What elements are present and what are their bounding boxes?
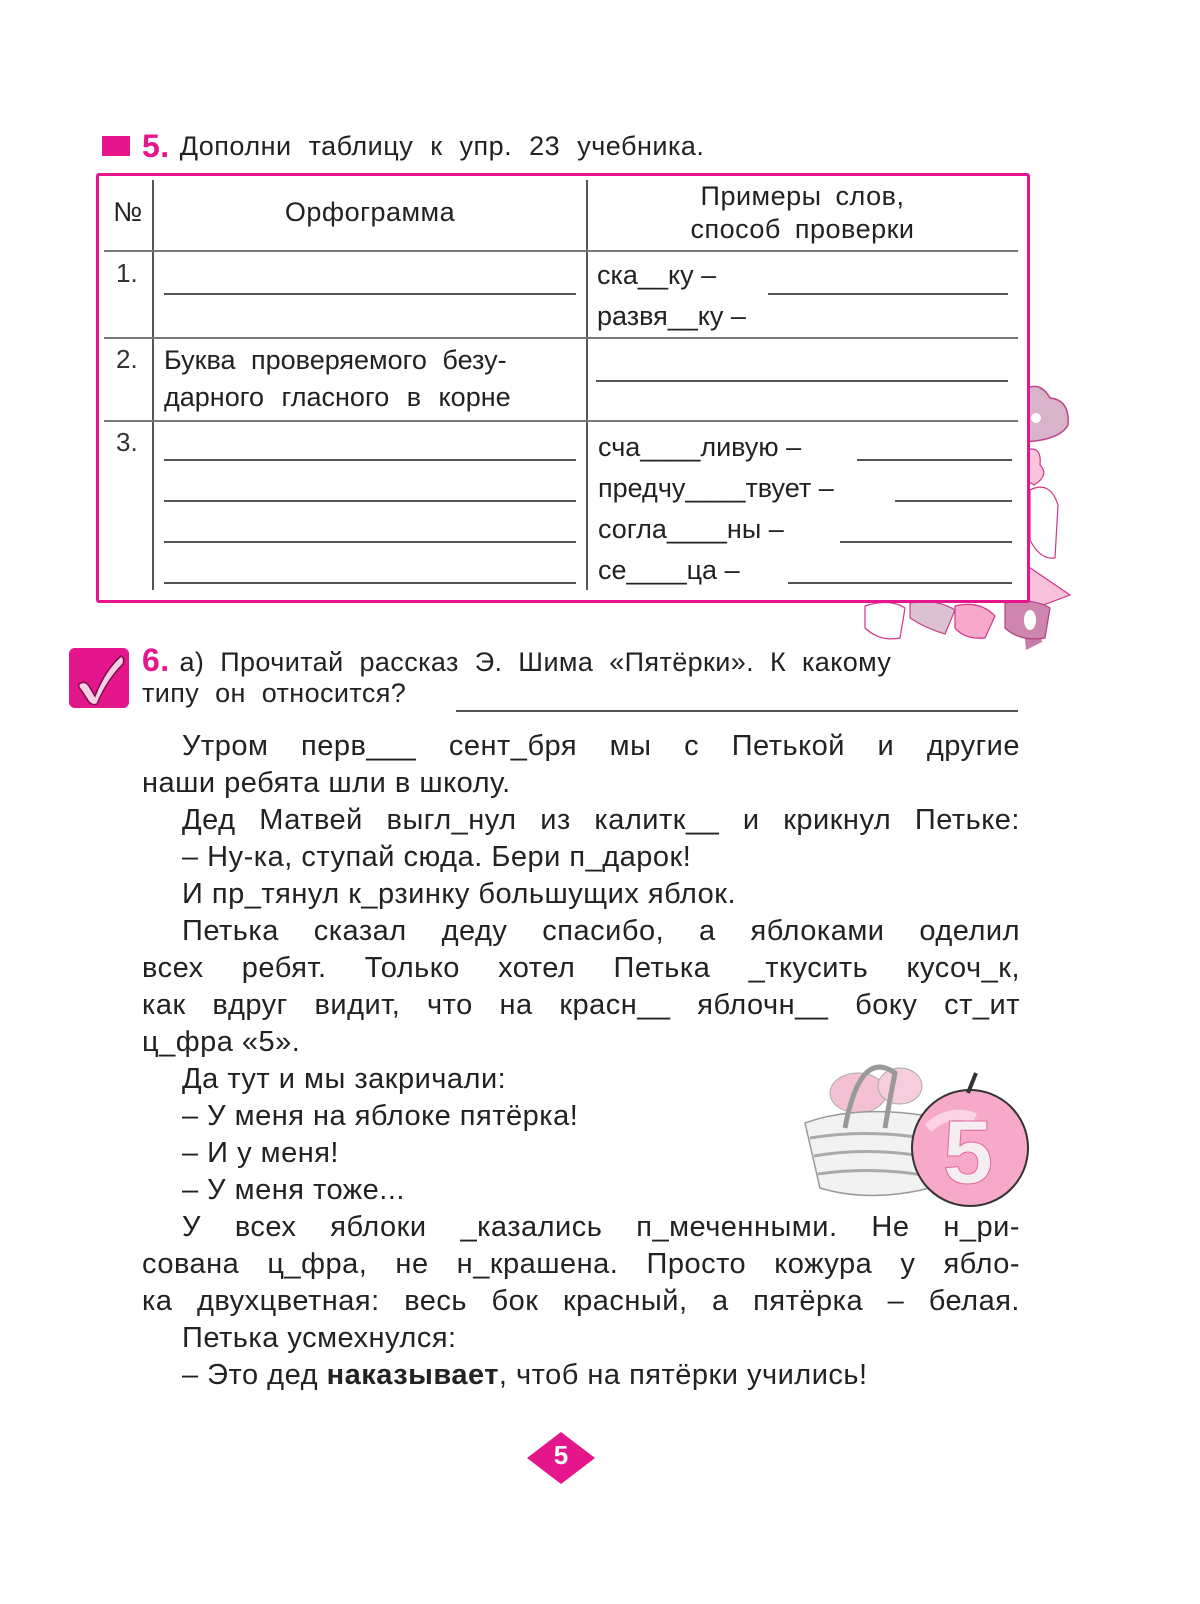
exercise-5-heading xyxy=(102,126,704,166)
row-divider xyxy=(104,250,1018,252)
example-word: сча____ливую – xyxy=(598,432,802,462)
exercise-instruction: Дополни таблицу к упр. 23 учебника. xyxy=(179,130,705,161)
apple-basket-illustration xyxy=(800,1048,1030,1208)
example-word: ска__ку – xyxy=(597,260,717,290)
text-fragment: – Это дед xyxy=(182,1359,327,1391)
story-line: ка двухцветная: весь бок красный, а пятёрка – белая. xyxy=(142,1285,1020,1317)
row-divider xyxy=(104,420,1018,422)
example-word: развя__ку – xyxy=(597,301,746,331)
svg-text:5: 5 xyxy=(942,1103,994,1203)
column-divider xyxy=(152,180,154,590)
write-in-line[interactable] xyxy=(840,541,1012,543)
write-in-line[interactable] xyxy=(164,541,576,543)
story-line: всех ребят. Только хотел Петька _ткусить кусоч_к, xyxy=(142,952,1020,984)
write-in-line[interactable] xyxy=(164,459,576,461)
story-line: наши ребята шли в школу. xyxy=(142,767,511,799)
write-in-line[interactable] xyxy=(768,293,1008,295)
example-word: согла____ны – xyxy=(598,514,784,544)
row-number: 3. xyxy=(116,427,138,457)
story-line: У всех яблоки _казались п_меченными. Не н_ри- xyxy=(182,1211,1020,1243)
header-examples-line1: Примеры слов, xyxy=(700,181,905,211)
exercise-instruction: а) Прочитай рассказ Э. Шима «Пятёрки». К какому xyxy=(179,647,892,677)
story-line: Петька сказал деду спасибо, а яблоками оделил xyxy=(182,915,1020,947)
orthogram-text: дарного гласного в корне xyxy=(164,382,511,412)
story-line: – У меня тоже... xyxy=(182,1174,405,1206)
write-in-line[interactable] xyxy=(164,500,576,502)
write-in-line[interactable] xyxy=(788,582,1012,584)
answer-line[interactable] xyxy=(456,710,1018,712)
story-line: Петька усмехнулся: xyxy=(182,1322,457,1354)
story-line-last xyxy=(142,1357,1020,1394)
exercise-instruction-continued: типу он относится? xyxy=(142,678,407,708)
story-line: ц_фра «5». xyxy=(142,1026,301,1058)
header-examples-line2: способ проверки xyxy=(690,214,915,244)
decorative-letters-bottom-icon xyxy=(855,598,1055,643)
example-word: предчу____твует – xyxy=(598,473,834,503)
column-divider xyxy=(586,180,588,590)
header-number: № xyxy=(113,197,143,227)
checkmark-icon xyxy=(69,648,129,708)
write-in-line[interactable] xyxy=(164,582,576,584)
square-bullet-icon xyxy=(102,136,130,156)
story-line: – И у меня! xyxy=(182,1137,339,1169)
exercise-6-heading xyxy=(142,642,891,679)
orthogram-text: Буква проверяемого безу- xyxy=(164,345,507,375)
exercise-number: 5. xyxy=(142,127,170,164)
row-number: 2. xyxy=(116,344,138,374)
story-line: – Ну-ка, ступай сюда. Бери п_дарок! xyxy=(182,841,692,873)
story-line: И пр_тянул к_рзинку большущих яблок. xyxy=(182,878,737,910)
bold-word: наказывает xyxy=(326,1359,499,1391)
write-in-line[interactable] xyxy=(895,500,1012,502)
story-line: – У меня на яблоке пятёрка! xyxy=(182,1100,579,1132)
row-divider xyxy=(104,337,1018,339)
page-number: 5 xyxy=(553,1440,569,1470)
story-line: Дед Матвей выгл_нул из калитк__ и крикнул Петьке: xyxy=(182,804,1020,836)
story-line: сована ц_фра, не н_крашена. Просто кожура у ябло- xyxy=(142,1248,1020,1280)
example-word: се____ца – xyxy=(598,555,740,585)
header-orthogram: Орфограмма xyxy=(284,197,456,227)
row-number: 1. xyxy=(116,258,138,288)
story-line: Утром перв___ сент_бря мы с Петькой и другие xyxy=(182,730,1020,762)
write-in-line[interactable] xyxy=(857,459,1012,461)
story-line: как вдруг видит, что на красн__ яблочн__ боку ст_ит xyxy=(142,989,1020,1021)
story-line: Да тут и мы закричали: xyxy=(182,1063,507,1095)
exercise-number: 6. xyxy=(142,642,170,678)
write-in-line[interactable] xyxy=(596,380,1008,382)
write-in-line[interactable] xyxy=(164,293,576,295)
text-fragment: , чтоб на пятёрки учились! xyxy=(498,1359,868,1391)
